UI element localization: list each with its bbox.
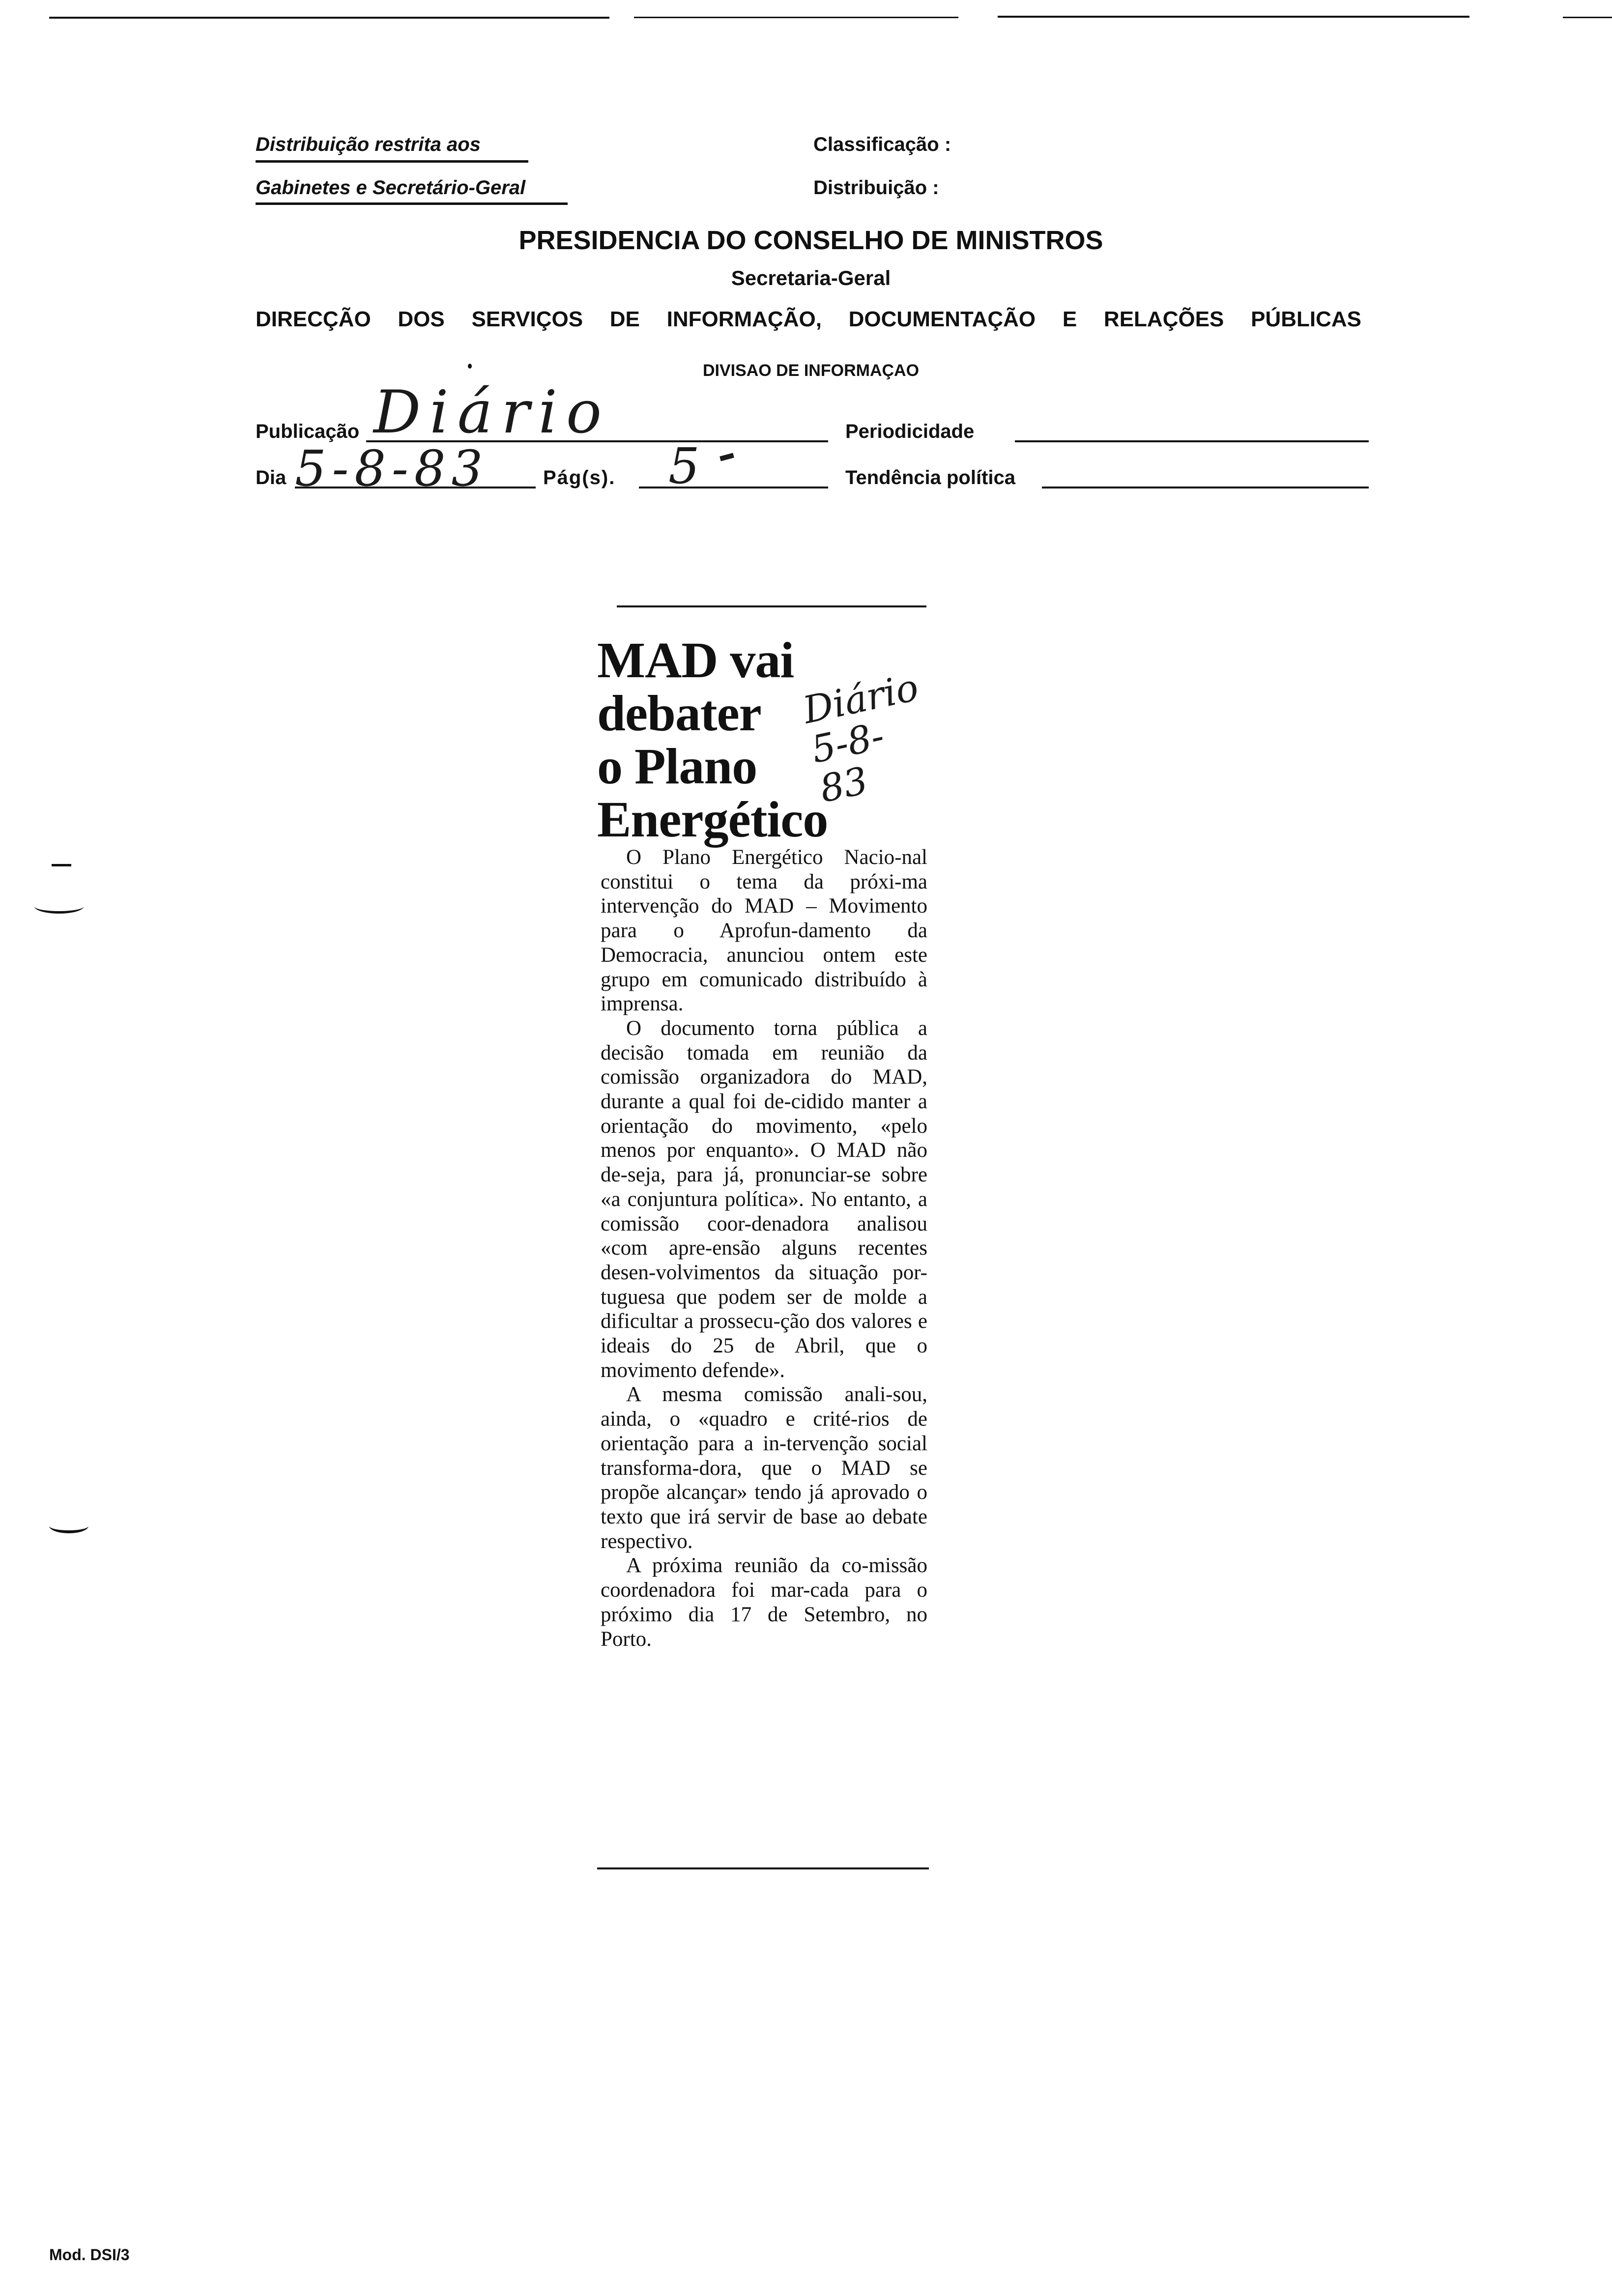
tendency-label: Tendência política <box>845 467 1015 488</box>
distribution-restricted-line1: Distribuição restrita aos <box>256 134 481 155</box>
article-bottom-rule <box>597 1867 929 1869</box>
article-paragraph-1: O Plano Energético Nacio-nal constitui o tema da próxi-ma intervenção do MAD – Movimento para o Aprofun-damento da Democracia, anunciou ontem este grupo em comunicado distribuído à imprensa. <box>601 846 927 1016</box>
margin-mark <box>34 899 84 914</box>
pages-dash-mark <box>720 453 734 461</box>
distribution-underline-1 <box>256 160 528 163</box>
small-dot <box>468 364 472 369</box>
classification-label: Classificação : <box>813 134 951 155</box>
distribution-underline-2 <box>256 202 568 205</box>
article-title-line-2: debater <box>597 685 761 742</box>
article-body <box>601 845 927 1651</box>
org-title: PRESIDENCIA DO CONSELHO DE MINISTROS <box>518 226 1103 255</box>
article-paragraph-4: A próxima reunião da co-missão coordenadora foi mar-cada para o próximo dia 17 de Setembro, no Porto. <box>601 1554 927 1651</box>
article-margin-note: Diário 5-8-83 <box>799 665 922 811</box>
day-handwritten: 5-8-83 <box>295 440 489 497</box>
pages-label: Pág(s). <box>543 467 616 488</box>
directorate-title: DIRECÇÃO DOS SERVIÇOS DE INFORMAÇÃO, DOCUMENTAÇÃO E RELAÇÕES PÚBLICAS <box>256 307 1361 331</box>
margin-mark <box>49 1519 88 1533</box>
article-paragraph-2: O documento torna pública a decisão tomada em reunião da comissão organizadora do MAD, durante a qual foi de-cidido manter a orientação do movimento, «pelo menos por enquanto». O MAD não de-seja, para já, pronunciar-se sobre «a conjuntura política». No entanto, a comissão coor-denadora analisou «com apre-ensão alguns recentes desen-volvimentos da situação por-tuguesa que podem ser de molde a dificultar a prossecu-ção dos valores e ideais do 25 de Abril, que o movimento defende». <box>601 1016 927 1382</box>
division-title: DIVISAO DE INFORMAÇAO <box>702 361 920 380</box>
scan-edge-line <box>49 17 609 19</box>
distribution-label: Distribuição : <box>813 177 939 199</box>
publication-label: Publicação <box>256 421 360 442</box>
model-code: Mod. DSI/3 <box>49 2246 130 2264</box>
scan-edge-line <box>998 16 1469 18</box>
pages-handwritten: 5 <box>668 437 700 495</box>
periodicity-label: Periodicidade <box>845 421 975 442</box>
article-top-rule <box>617 605 926 607</box>
margin-mark <box>52 864 71 866</box>
article-title-line-1: MAD vai <box>597 632 794 689</box>
periodicity-underline <box>1015 440 1369 442</box>
pages-underline <box>639 487 828 488</box>
scan-edge-line <box>1563 17 1612 18</box>
article-paragraph-3: A mesma comissão anali-sou, ainda, o «quadro e crité-rios de orientação para a in-tervenção social transforma-dora, que o MAD se propõe alcançar» tendo já aprovado o texto que irá servir de base ao debate respectivo. <box>601 1383 927 1553</box>
article-title-line-3: o Plano <box>597 738 757 795</box>
scan-edge-line <box>634 17 958 18</box>
secretariat-title: Secretaria-Geral <box>731 266 891 289</box>
day-label: Dia <box>256 467 287 488</box>
publication-handwritten: Diário <box>374 378 611 447</box>
tendency-underline <box>1042 487 1369 488</box>
article-title-line-4: Energético <box>597 791 828 848</box>
distribution-restricted-line2: Gabinetes e Secretário-Geral <box>256 177 526 199</box>
